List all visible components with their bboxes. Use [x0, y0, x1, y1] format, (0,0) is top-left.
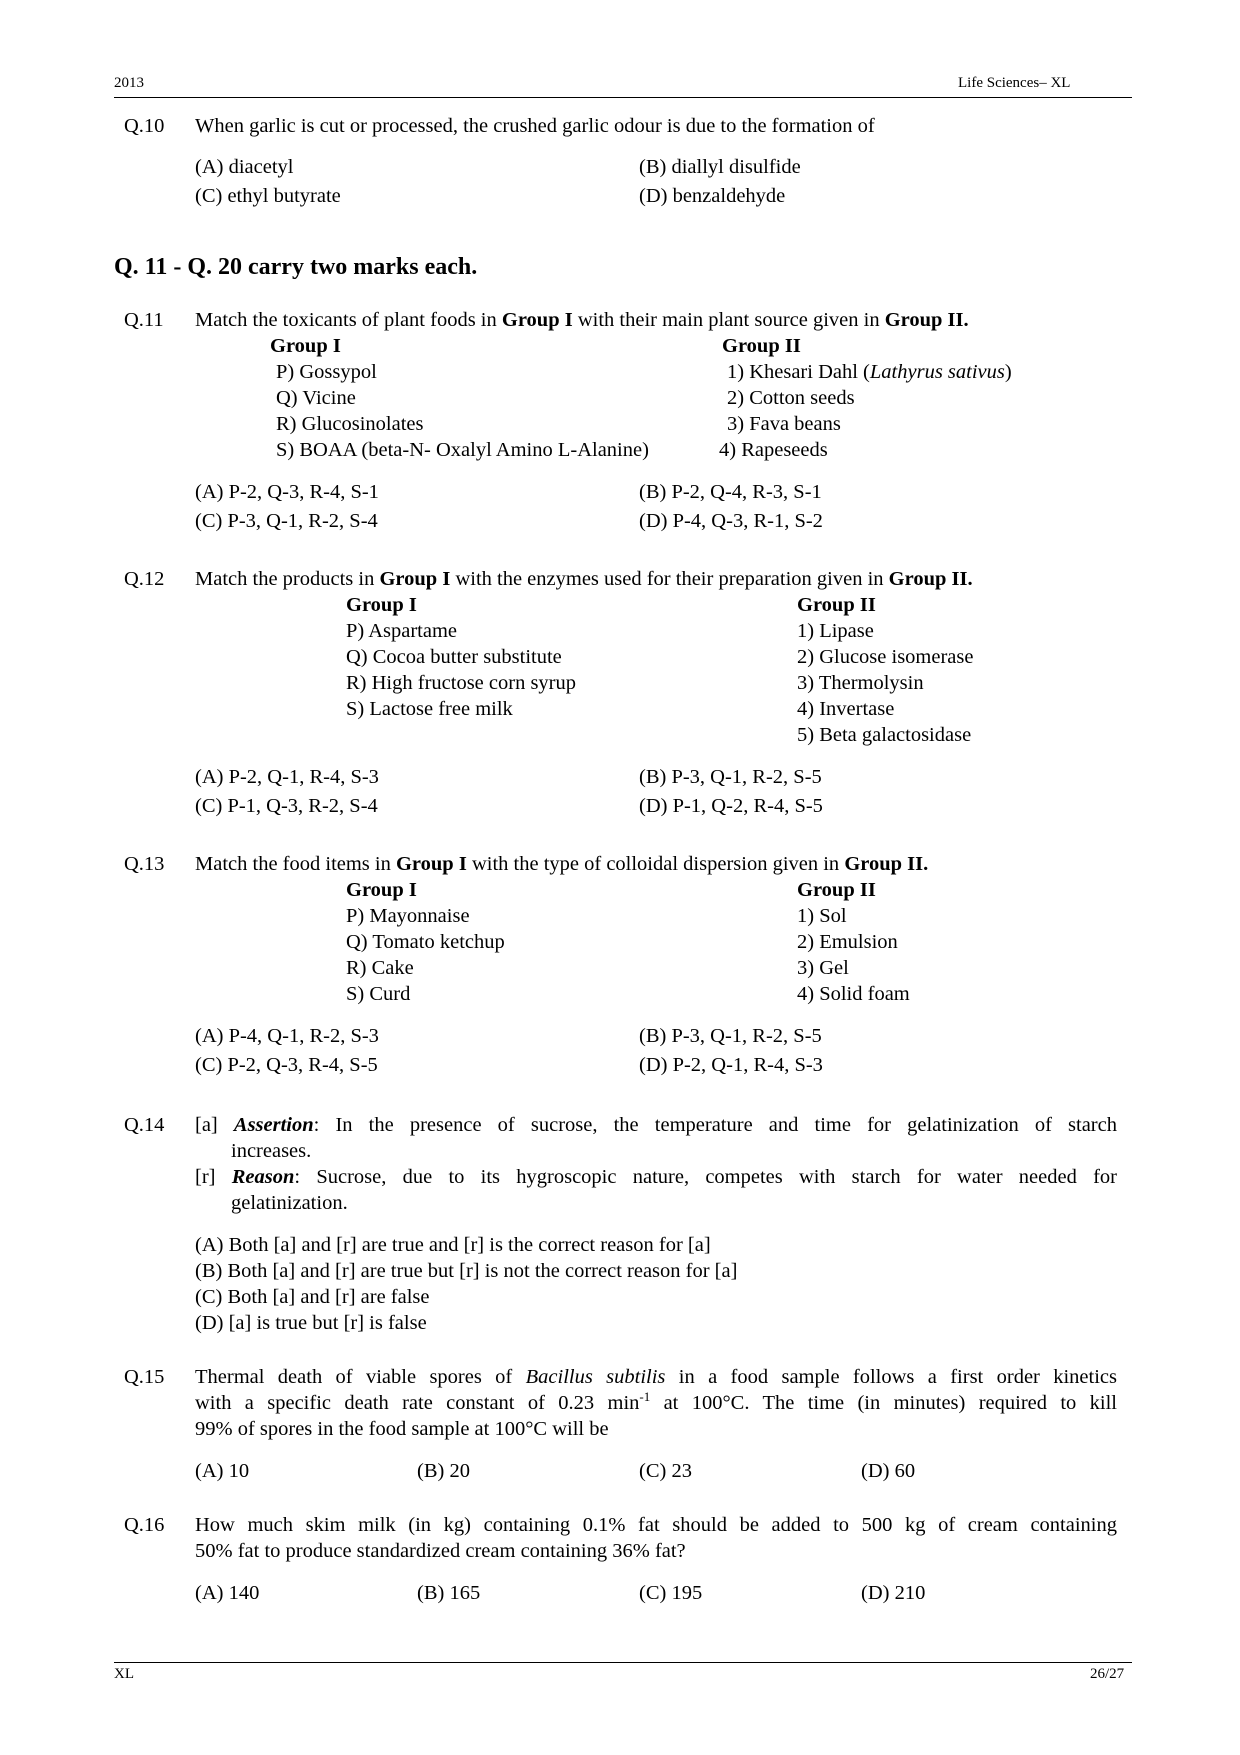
- option-d: (D) benzaldehyde: [639, 185, 786, 207]
- group-2-item: 4) Invertase: [797, 698, 895, 720]
- group-1-item: R) High fructose corn syrup: [346, 672, 577, 694]
- group-2-item: 1) Khesari Dahl (Lathyrus sativus): [727, 361, 1012, 383]
- group-2-item: 5) Beta galactosidase: [797, 724, 972, 746]
- header-subject: Life Sciences– XL: [958, 75, 1071, 91]
- assertion-line: [a] Assertion: In the presence of sucrose, the temperature and time for gelatinization of starch: [195, 1114, 1117, 1136]
- header-rule: [114, 97, 1132, 98]
- group-1-item: P) Gossypol: [276, 361, 377, 383]
- section-heading: Q. 11 - Q. 20 carry two marks each.: [114, 254, 478, 280]
- group-2-item: 3) Thermolysin: [797, 672, 924, 694]
- option-d: (D) 60: [861, 1460, 916, 1482]
- header-year: 2013: [114, 75, 144, 91]
- option-a: (A) diacetyl: [195, 156, 294, 178]
- page-number: 26/27: [1090, 1666, 1125, 1682]
- group-2-item: 2) Cotton seeds: [727, 387, 855, 409]
- assertion-line-continued: increases.: [231, 1140, 312, 1162]
- question-text-line-3: 99% of spores in the food sample at 100°C will be: [195, 1418, 609, 1440]
- footer-code: XL: [114, 1666, 134, 1682]
- option-b: (B) P-3, Q-1, R-2, S-5: [639, 766, 822, 788]
- option-b: (B) Both [a] and [r] are true but [r] is not the correct reason for [a]: [195, 1260, 738, 1282]
- group-2-heading: Group II: [797, 594, 876, 616]
- group-1-item: P) Aspartame: [346, 620, 458, 642]
- group-2-item: 1) Lipase: [797, 620, 874, 642]
- group-2-heading: Group II: [797, 879, 876, 901]
- reason-line: [r] Reason: Sucrose, due to its hygroscopic nature, competes with starch for water needed for: [195, 1166, 1117, 1188]
- group-2-item: 3) Fava beans: [727, 413, 841, 435]
- group-1-item: S) Lactose free milk: [346, 698, 513, 720]
- option-a: (A) 140: [195, 1582, 260, 1604]
- group-1-item: Q) Tomato ketchup: [346, 931, 505, 953]
- group-2-item: 4) Solid foam: [797, 983, 910, 1005]
- option-a: (A) 10: [195, 1460, 250, 1482]
- question-text: When garlic is cut or processed, the crushed garlic odour is due to the formation of: [195, 115, 875, 137]
- option-c: (C) 195: [639, 1582, 703, 1604]
- question-number: Q.16: [124, 1514, 165, 1536]
- group-1-item: R) Glucosinolates: [276, 413, 424, 435]
- option-d: (D) 210: [861, 1582, 926, 1604]
- option-c: (C) P-3, Q-1, R-2, S-4: [195, 510, 378, 532]
- footer-rule: [114, 1662, 1132, 1663]
- group-2-item: 2) Emulsion: [797, 931, 898, 953]
- option-a: (A) P-2, Q-1, R-4, S-3: [195, 766, 379, 788]
- group-2-item: 1) Sol: [797, 905, 847, 927]
- question-number: Q.14: [124, 1114, 165, 1136]
- question-number: Q.15: [124, 1366, 165, 1388]
- option-d: (D) P-4, Q-3, R-1, S-2: [639, 510, 823, 532]
- group-2-item: 3) Gel: [797, 957, 849, 979]
- question-text: Match the toxicants of plant foods in Group I with their main plant source given in Group II.: [195, 309, 969, 331]
- question-text: Match the products in Group I with the enzymes used for their preparation given in Group II.: [195, 568, 973, 590]
- question-number: Q.11: [124, 309, 164, 331]
- group-1-heading: Group I: [270, 335, 341, 357]
- question-text-line-1: Thermal death of viable spores of Bacillus subtilis in a food sample follows a first order kinetics: [195, 1366, 1117, 1388]
- group-1-item: S) BOAA (beta-N- Oxalyl Amino L-Alanine): [276, 439, 649, 461]
- group-2-item: 4) Rapeseeds: [719, 439, 828, 461]
- group-1-heading: Group I: [346, 594, 417, 616]
- option-d: (D) P-1, Q-2, R-4, S-5: [639, 795, 823, 817]
- option-c: (C) 23: [639, 1460, 692, 1482]
- option-c: (C) Both [a] and [r] are false: [195, 1286, 430, 1308]
- option-a: (A) P-2, Q-3, R-4, S-1: [195, 481, 379, 503]
- option-c: (C) P-2, Q-3, R-4, S-5: [195, 1054, 378, 1076]
- question-number: Q.13: [124, 853, 165, 875]
- group-1-item: P) Mayonnaise: [346, 905, 470, 927]
- question-number: Q.12: [124, 568, 165, 590]
- group-1-item: Q) Vicine: [276, 387, 356, 409]
- option-b: (B) diallyl disulfide: [639, 156, 801, 178]
- group-1-heading: Group I: [346, 879, 417, 901]
- option-b: (B) 20: [417, 1460, 470, 1482]
- group-2-heading: Group II: [722, 335, 801, 357]
- option-b: (B) 165: [417, 1582, 481, 1604]
- option-d: (D) P-2, Q-1, R-4, S-3: [639, 1054, 823, 1076]
- question-text-line-1: How much skim milk (in kg) containing 0.1% fat should be added to 500 kg of cream containing: [195, 1514, 1117, 1536]
- option-c: (C) ethyl butyrate: [195, 185, 341, 207]
- reason-line-continued: gelatinization.: [231, 1192, 348, 1214]
- option-b: (B) P-2, Q-4, R-3, S-1: [639, 481, 822, 503]
- group-1-item: R) Cake: [346, 957, 414, 979]
- group-1-item: S) Curd: [346, 983, 411, 1005]
- group-2-item: 2) Glucose isomerase: [797, 646, 974, 668]
- option-a: (A) Both [a] and [r] are true and [r] is the correct reason for [a]: [195, 1234, 711, 1256]
- question-number: Q.10: [124, 115, 165, 137]
- question-text: Match the food items in Group I with the type of colloidal dispersion given in Group II.: [195, 853, 929, 875]
- question-text-line-2: 50% fat to produce standardized cream containing 36% fat?: [195, 1540, 686, 1562]
- option-a: (A) P-4, Q-1, R-2, S-3: [195, 1025, 379, 1047]
- option-d: (D) [a] is true but [r] is false: [195, 1312, 427, 1334]
- question-text-line-2: with a specific death rate constant of 0.23 $\min^{-1}$ at 100°C. The time (in minutes) required to kill: [195, 1389, 1117, 1414]
- group-1-item: Q) Cocoa butter substitute: [346, 646, 562, 668]
- option-c: (C) P-1, Q-3, R-2, S-4: [195, 795, 378, 817]
- option-b: (B) P-3, Q-1, R-2, S-5: [639, 1025, 822, 1047]
